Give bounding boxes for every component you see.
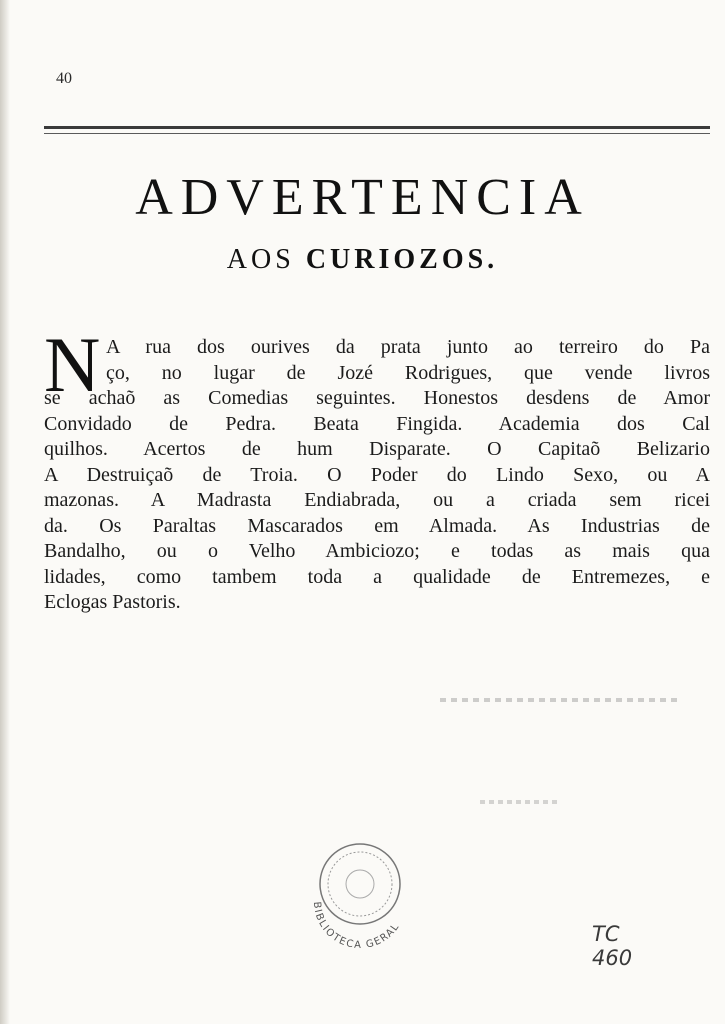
header-rule-thin xyxy=(44,133,710,134)
page-title: ADVERTENCIA xyxy=(135,169,590,226)
bleed-through-marks xyxy=(480,800,560,804)
page-subtitle xyxy=(0,244,725,276)
body-paragraph xyxy=(44,335,710,616)
body-line: Bandalho, ou o Velho Ambiciozo; e todas as mais qua xyxy=(44,540,710,562)
body-line: A rua dos ourives da prata junto ao terreiro do Pa xyxy=(106,336,710,358)
body-line: se achaõ as Comedias seguintes. Honestos desdens de Amor xyxy=(44,387,710,409)
body-line: Eclogas Pastoris. xyxy=(44,591,181,613)
body-line: da. Os Paraltas Mascarados em Almada. As Industrias de xyxy=(44,514,710,537)
body-line: lidades, como tambem toda a qualidade de Entremezes, e xyxy=(44,565,710,588)
body-line: mazonas. A Madrasta Endiabrada, ou a criada sem ricei xyxy=(44,489,710,511)
stamp-center xyxy=(346,870,374,898)
subtitle-part-a: AOS xyxy=(226,244,306,275)
body-line: ço, no lugar de Jozé Rodrigues, que vende livros xyxy=(106,361,710,384)
library-stamp xyxy=(296,832,424,960)
stamp-outer-ring xyxy=(320,844,400,924)
shelfmark xyxy=(592,922,632,970)
page-number: 40 xyxy=(56,70,72,87)
shelfmark-line: 460 xyxy=(592,946,633,970)
body-line: Convidado de Pedra. Beata Fingida. Academia dos Cal xyxy=(44,412,710,435)
body-line: A Destruiçaõ de Troia. O Poder do Lindo Sexo, ou A xyxy=(44,463,710,486)
stamp-text-path: BIBLIOTECA GERAL xyxy=(310,901,403,952)
binding-edge xyxy=(0,0,10,1024)
subtitle-part-b: CURIOZOS. xyxy=(305,244,499,275)
drop-cap: N xyxy=(44,321,101,408)
bleed-through-marks xyxy=(440,698,680,702)
shelfmark-line: TC xyxy=(592,922,620,946)
body-line: quilhos. Acertos de hum Disparate. O Capitaõ Belizario xyxy=(44,438,710,460)
header-rule-thick xyxy=(44,126,710,129)
header-rule xyxy=(44,126,710,136)
stamp-text xyxy=(311,901,402,951)
stamp-inner-ring xyxy=(328,852,392,916)
